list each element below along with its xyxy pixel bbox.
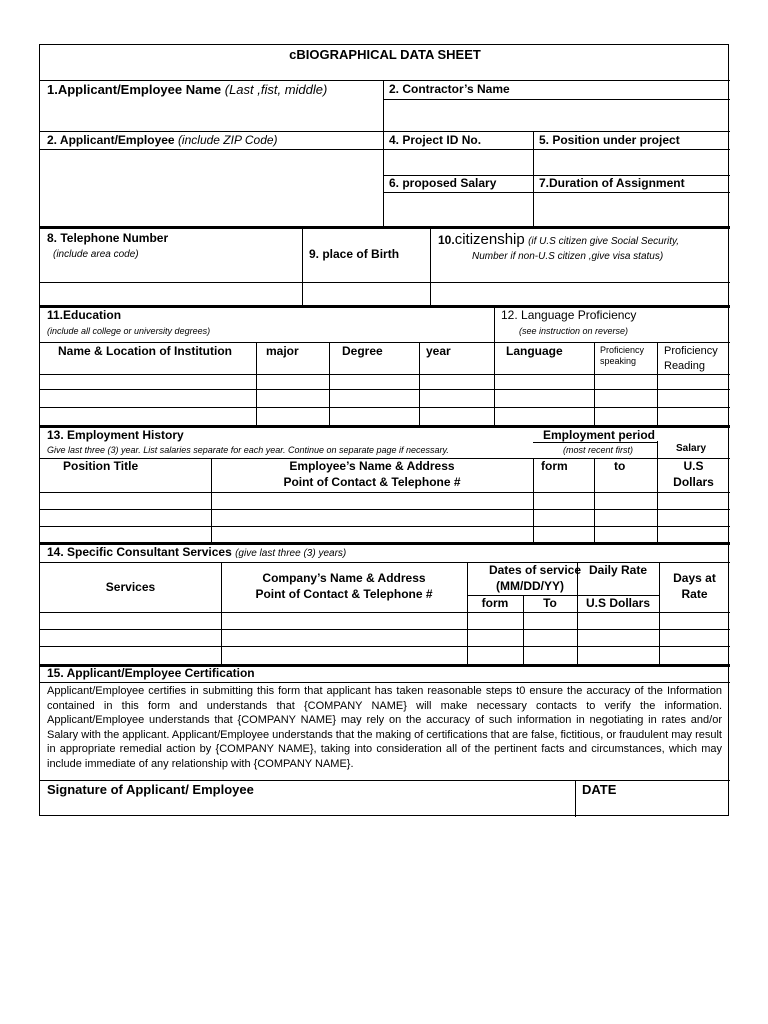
employment-hint: Give last three (3) year. List salaries separate for each year. Continue on separate page if necessary. — [47, 445, 449, 455]
divider — [494, 308, 495, 342]
divider — [40, 682, 730, 683]
applicant-address-label — [47, 134, 278, 148]
signature-label: Signature of Applicant/ Employee — [47, 782, 254, 797]
consultant-col-company-2: Point of Contact & Telephone # — [255, 587, 433, 601]
table-row[interactable] — [40, 389, 730, 407]
table-row[interactable] — [40, 407, 730, 425]
divider — [40, 226, 730, 229]
proposed-salary-field[interactable] — [383, 192, 533, 226]
project-id-field[interactable] — [383, 149, 533, 175]
certification-text: Applicant/Employee certifies in submitting this form that applicant has taken reasonable steps t0 ensure the accuracy of the Information contained in this form and understands that {COMPANY NAME} will make necessary contacts to verify the information. Applicant/Employee understands that {COMPANY NAME} may rely on the accuracy of such information in negotiating in rates and/or Salary with the applicant. Applicant/Employee understands that the making of certifications that are false, fictitious, or fraudulent may result in appropriate remedial action by {COMPANY NAME}, taking into consideration all of the pertinent facts and circumstances, which may include immediate of any relationship with {COMPANY NAME}. — [47, 685, 722, 770]
citizenship-field[interactable] — [430, 282, 730, 305]
employment-col-to: to — [614, 459, 626, 473]
education-col-institution: Name & Location of Institution — [58, 344, 232, 358]
citizenship-label — [438, 231, 679, 248]
certification-label: 15. Applicant/Employee Certification — [47, 666, 255, 680]
applicant-name-label — [47, 83, 327, 98]
signature-field[interactable] — [40, 780, 575, 817]
table-row[interactable] — [40, 526, 730, 542]
consultant-col-daily: Daily Rate — [588, 563, 648, 577]
consultant-col-services: Services — [105, 580, 156, 594]
education-col-year: year — [426, 344, 451, 358]
citizenship-title: citizenship — [454, 231, 525, 248]
consultant-col-from: form — [481, 596, 509, 610]
employment-period-hint: (most recent first) — [563, 445, 634, 455]
applicant-name-hint: (Last ,fist, middle) — [224, 82, 328, 97]
divider — [533, 442, 657, 443]
telephone-field[interactable] — [40, 282, 302, 305]
consultant-col-to: To — [543, 596, 557, 610]
employment-col-usd-2: Dollars — [673, 475, 714, 489]
language-col-language: Language — [506, 344, 563, 358]
divider — [40, 80, 730, 81]
language-col-speaking-1: Proficiency — [600, 345, 645, 355]
language-col-reading-1: Proficiency — [664, 345, 718, 357]
project-id-label: 4. Project ID No. — [389, 133, 482, 147]
education-label: 11.Education — [47, 308, 122, 322]
salary-label: Salary — [676, 443, 707, 454]
employment-col-position: Position Title — [63, 459, 139, 473]
telephone-hint: (include area code) — [53, 249, 139, 260]
contractor-name-field[interactable] — [383, 99, 730, 131]
employment-col-from: form — [541, 459, 568, 473]
table-row[interactable] — [40, 492, 730, 509]
employment-period-label: Employment period — [543, 428, 656, 442]
language-col-reading-2: Reading — [664, 360, 705, 372]
employment-col-usd-1: U.S — [683, 459, 704, 473]
employment-label: 13. Employment History — [47, 428, 184, 442]
applicant-address-hint: (include ZIP Code) — [177, 133, 278, 147]
employment-col-employer-1: Employee’s Name & Address — [289, 459, 455, 473]
consultant-col-dates-1: Dates of service — [488, 563, 582, 577]
citizenship-number: 10. — [438, 233, 455, 247]
position-field[interactable] — [533, 149, 730, 175]
applicant-name-field[interactable] — [40, 99, 383, 131]
language-label: 12. Language Proficiency — [501, 308, 637, 322]
applicant-address-title: 2. Applicant/Employee — [47, 133, 175, 147]
consultant-title: 14. Specific Consultant Services — [47, 545, 232, 559]
position-label: 5. Position under project — [539, 133, 680, 147]
divider — [40, 342, 730, 343]
education-col-major: major — [266, 344, 299, 358]
consultant-col-company-1: Company’s Name & Address — [262, 571, 426, 585]
table-row[interactable] — [40, 374, 730, 389]
applicant-name-title: 1.Applicant/Employee Name — [47, 82, 222, 97]
language-hint: (see instruction on reverse) — [519, 326, 629, 336]
place-of-birth-label: 9. place of Birth — [309, 247, 400, 261]
citizenship-hint-2: Number if non-U.S citizen ,give visa status) — [472, 251, 664, 262]
applicant-address-field[interactable] — [40, 149, 383, 226]
consultant-col-days-2: Rate — [681, 587, 708, 601]
date-label: DATE — [582, 782, 617, 797]
employment-col-employer-2: Point of Contact & Telephone # — [283, 475, 461, 489]
duration-label: 7.Duration of Assignment — [539, 176, 685, 190]
language-col-speaking-2: speaking — [600, 356, 637, 366]
education-col-degree: Degree — [342, 344, 383, 358]
consultant-hint: (give last three (3) years) — [235, 548, 347, 559]
education-hint: (include all college or university degrees) — [47, 326, 211, 336]
page-title: cBIOGRAPHICAL DATA SHEET — [289, 47, 481, 62]
table-row[interactable] — [40, 509, 730, 526]
consultant-col-daily-usd: U.S Dollars — [585, 596, 651, 610]
divider — [467, 595, 659, 596]
date-field[interactable] — [575, 780, 730, 817]
place-of-birth-field[interactable] — [302, 282, 430, 305]
contractor-name-label: 2. Contractor’s Name — [389, 82, 510, 96]
consultant-label — [47, 546, 346, 560]
duration-field[interactable] — [533, 192, 730, 226]
table-row[interactable] — [40, 612, 730, 629]
citizenship-hint-1: (if U.S citizen give Social Security, — [528, 236, 680, 247]
divider — [40, 458, 730, 459]
consultant-col-dates-2: (MM/DD/YY) — [496, 579, 564, 593]
biographical-data-form — [39, 44, 729, 816]
consultant-col-days-1: Days at — [673, 571, 716, 585]
divider — [40, 131, 730, 132]
table-row[interactable] — [40, 646, 730, 664]
table-row[interactable] — [40, 629, 730, 646]
proposed-salary-label: 6. proposed Salary — [389, 176, 497, 190]
telephone-label: 8. Telephone Number — [47, 231, 169, 245]
